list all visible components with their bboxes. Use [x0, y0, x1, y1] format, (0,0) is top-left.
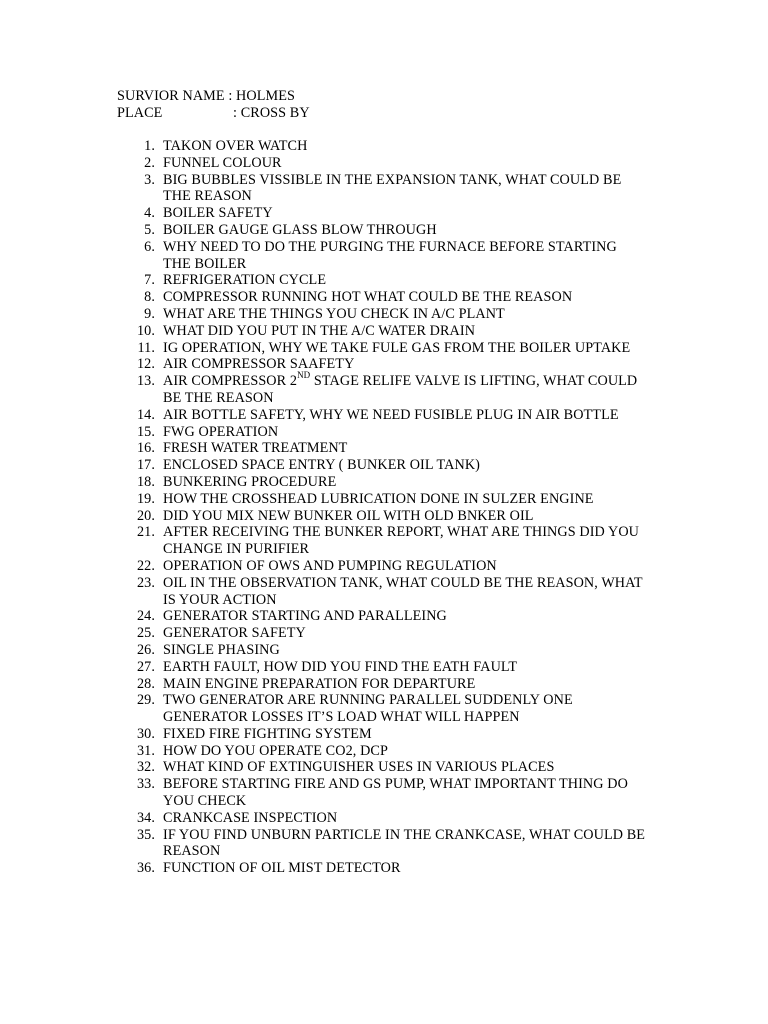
- question-text: BIG BUBBLES VISSIBLE IN THE EXPANSION TANK, WHAT COULD BE THE REASON: [163, 171, 622, 205]
- question-text: OIL IN THE OBSERVATION TANK, WHAT COULD BE THE REASON, WHAT IS YOUR ACTION: [163, 574, 643, 608]
- question-text: TAKON OVER WATCH: [163, 138, 308, 154]
- question-item: [117, 759, 647, 776]
- question-number: 36.: [136, 860, 155, 877]
- question-text: BOILER GAUGE GLASS BLOW THROUGH: [163, 221, 437, 238]
- question-number: 16.: [136, 440, 155, 457]
- question-text: ENCLOSED SPACE ENTRY ( BUNKER OIL TANK): [163, 457, 480, 474]
- question-number: 29.: [136, 692, 155, 709]
- question-number: 19.: [136, 490, 155, 507]
- question-number: 15.: [136, 423, 155, 440]
- question-item: [117, 356, 647, 373]
- question-number: 35.: [136, 826, 155, 843]
- question-item: [117, 172, 647, 206]
- question-item: [117, 827, 647, 861]
- question-item: [117, 810, 647, 827]
- question-number: 21.: [136, 524, 155, 541]
- question-number: 17.: [136, 457, 155, 474]
- question-number: 23.: [136, 574, 155, 591]
- question-text: GENERATOR SAFETY: [163, 625, 306, 642]
- question-number: 1.: [144, 138, 155, 154]
- question-text: [163, 370, 638, 406]
- question-item: [117, 205, 647, 222]
- question-text: BEFORE STARTING FIRE AND GS PUMP, WHAT IMPORTANT THING DO YOU CHECK: [163, 776, 628, 810]
- question-list: [117, 138, 647, 877]
- question-number: 28.: [136, 675, 155, 692]
- question-text: BOILER SAFETY: [163, 205, 273, 222]
- question-item: [117, 272, 647, 289]
- question-text: DID YOU MIX NEW BUNKER OIL WITH OLD BNKER OIL: [163, 507, 534, 524]
- question-number: 14.: [136, 406, 155, 423]
- question-number: 13.: [136, 373, 155, 390]
- question-item: [117, 306, 647, 323]
- question-item: [117, 726, 647, 743]
- question-text: WHAT ARE THE THINGS YOU CHECK IN A/C PLANT: [163, 305, 505, 322]
- question-number: 3.: [144, 171, 155, 188]
- question-number: 6.: [144, 238, 155, 255]
- question-number: 33.: [136, 776, 155, 793]
- question-item: [117, 524, 647, 558]
- question-item: [117, 323, 647, 340]
- question-text: WHY NEED TO DO THE PURGING THE FURNACE BEFORE STARTING THE BOILER: [163, 238, 617, 272]
- question-number: 9.: [144, 305, 155, 322]
- question-item: [117, 776, 647, 810]
- question-number: 11.: [137, 339, 155, 356]
- question-text: IG OPERATION, WHY WE TAKE FULE GAS FROM THE BOILER UPTAKE: [163, 339, 631, 356]
- question-item: [117, 239, 647, 273]
- question-number: 2.: [144, 154, 155, 171]
- question-number: 31.: [136, 742, 155, 759]
- question-item: [117, 743, 647, 760]
- question-number: 25.: [136, 625, 155, 642]
- question-item: [117, 676, 647, 693]
- question-item: [117, 222, 647, 239]
- question-text: HOW THE CROSSHEAD LUBRICATION DONE IN SULZER ENGINE: [163, 490, 594, 507]
- question-item: [117, 692, 647, 726]
- question-number: 8.: [144, 289, 155, 306]
- question-item: [117, 860, 647, 877]
- question-item: [117, 659, 647, 676]
- question-text: CRANKCASE INSPECTION: [163, 809, 338, 826]
- question-text: IF YOU FIND UNBURN PARTICLE IN THE CRANKCASE, WHAT COULD BE REASON: [163, 826, 646, 860]
- place-value: : CROSS BY: [233, 104, 310, 121]
- question-item: [117, 289, 647, 306]
- question-text: OPERATION OF OWS AND PUMPING REGULATION: [163, 557, 497, 574]
- question-item: [117, 440, 647, 457]
- question-text: FUNNEL COLOUR: [163, 154, 282, 171]
- surveyor-name-label: SURVIOR NAME: [117, 88, 225, 104]
- question-text: AFTER RECEIVING THE BUNKER REPORT, WHAT ARE THINGS DID YOU CHANGE IN PURIFIER: [163, 524, 640, 558]
- question-text: AIR BOTTLE SAFETY, WHY WE NEED FUSIBLE PLUG IN AIR BOTTLE: [163, 406, 619, 423]
- question-text: TWO GENERATOR ARE RUNNING PARALLEL SUDDENLY ONE GENERATOR LOSSES IT’S LOAD WHAT WILL HAPPEN: [163, 692, 573, 726]
- question-text: COMPRESSOR RUNNING HOT WHAT COULD BE THE REASON: [163, 289, 573, 306]
- question-text: FUNCTION OF OIL MIST DETECTOR: [163, 860, 401, 877]
- place-row: [117, 105, 310, 122]
- question-text: FIXED FIRE FIGHTING SYSTEM: [163, 725, 372, 742]
- document-header: [117, 88, 310, 122]
- question-item: [117, 608, 647, 625]
- question-text: GENERATOR STARTING AND PARALLEING: [163, 608, 447, 625]
- question-text: FRESH WATER TREATMENT: [163, 440, 348, 457]
- surveyor-name-row: [117, 88, 310, 105]
- question-item: [117, 558, 647, 575]
- question-text: WHAT KIND OF EXTINGUISHER USES IN VARIOUS PLACES: [163, 759, 555, 776]
- question-number: 20.: [136, 507, 155, 524]
- question-item: [117, 155, 647, 172]
- question-item: [117, 491, 647, 508]
- question-text: EARTH FAULT, HOW DID YOU FIND THE EATH FAULT: [163, 658, 518, 675]
- question-text-part: AIR COMPRESSOR 2: [163, 373, 298, 390]
- question-item: [117, 474, 647, 491]
- question-text: WHAT DID YOU PUT IN THE A/C WATER DRAIN: [163, 322, 476, 339]
- question-text: FWG OPERATION: [163, 423, 279, 440]
- question-item: [117, 457, 647, 474]
- question-item: [117, 575, 647, 609]
- question-item: [117, 370, 647, 407]
- question-number: 5.: [144, 221, 155, 238]
- surveyor-name-value: : HOLMES: [228, 88, 295, 104]
- question-number: 12.: [136, 356, 155, 373]
- question-text-part: STAGE RELIFE VALVE IS LIFTING, WHAT COULD BE THE REASON: [163, 373, 638, 406]
- question-number: 32.: [136, 759, 155, 776]
- question-text: MAIN ENGINE PREPARATION FOR DEPARTURE: [163, 675, 476, 692]
- question-text: AIR COMPRESSOR SAAFETY: [163, 356, 355, 373]
- question-text: HOW DO YOU OPERATE CO2, DCP: [163, 742, 388, 759]
- question-number: 10.: [136, 322, 155, 339]
- question-item: [117, 424, 647, 441]
- question-number: 30.: [136, 725, 155, 742]
- question-number: 7.: [144, 272, 155, 289]
- question-text: SINGLE PHASING: [163, 641, 280, 658]
- question-item: [117, 407, 647, 424]
- question-number: 24.: [136, 608, 155, 625]
- question-text: BUNKERING PROCEDURE: [163, 473, 337, 490]
- question-number: 4.: [144, 205, 155, 222]
- question-text: REFRIGERATION CYCLE: [163, 272, 327, 289]
- question-item: [117, 508, 647, 525]
- question-number: 34.: [136, 809, 155, 826]
- superscript-ordinal: ND: [297, 370, 311, 381]
- question-number: 18.: [136, 473, 155, 490]
- place-label: PLACE: [117, 104, 163, 121]
- question-item: [117, 138, 647, 155]
- question-item: [117, 625, 647, 642]
- question-item: [117, 340, 647, 357]
- question-number: 22.: [136, 557, 155, 574]
- question-number: 27.: [136, 658, 155, 675]
- question-number: 26.: [136, 641, 155, 658]
- question-item: [117, 642, 647, 659]
